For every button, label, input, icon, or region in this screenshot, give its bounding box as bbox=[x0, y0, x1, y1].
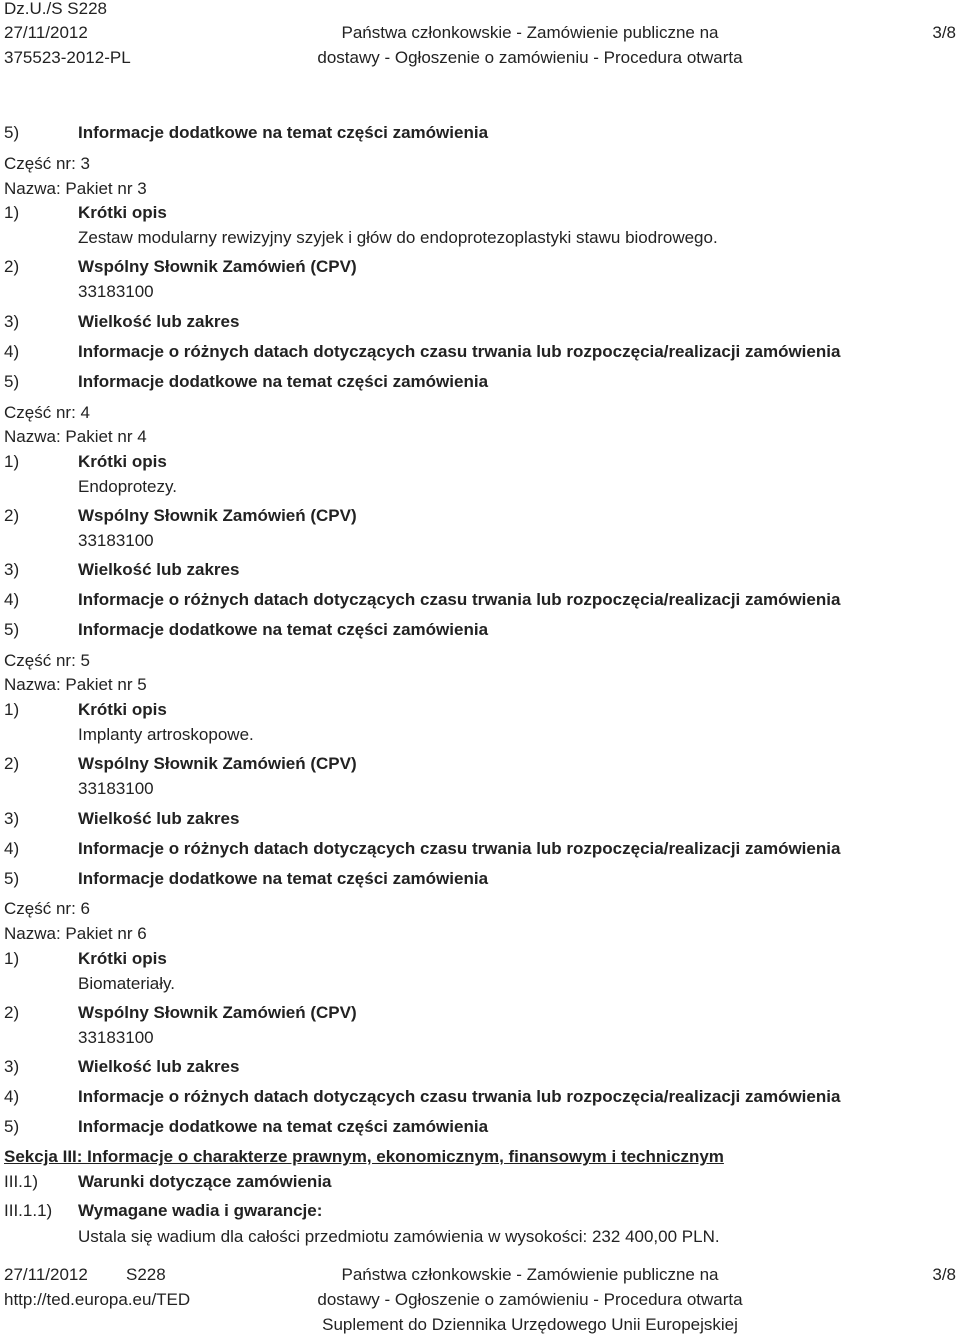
item-heading: Krótki opis bbox=[78, 452, 167, 471]
item-heading: Wspólny Słownik Zamówień (CPV) bbox=[78, 506, 357, 525]
part-name: Nazwa: Pakiet nr 4 bbox=[4, 427, 147, 446]
item-number: 4) bbox=[4, 839, 20, 858]
item-heading: Wspólny Słownik Zamówień (CPV) bbox=[78, 1003, 357, 1022]
footer-title-line1: Państwa członkowskie - Zamówienie publiczne na bbox=[341, 1265, 719, 1284]
header-title-line2: dostawy - Ogłoszenie o zamówieniu - Procedura otwarta bbox=[317, 48, 743, 67]
deposit-text: Ustala się wadium dla całości przedmiotu zamówienia w wysokości: 232 400,00 PLN. bbox=[78, 1227, 720, 1246]
subsection-number: III.1) bbox=[4, 1172, 39, 1191]
footer-title-line2: dostawy - Ogłoszenie o zamówieniu - Procedura otwarta bbox=[317, 1290, 743, 1309]
item-heading: Krótki opis bbox=[78, 949, 167, 968]
part-number: Część nr: 5 bbox=[4, 651, 90, 670]
cpv-code: 33183100 bbox=[78, 531, 154, 550]
part-name: Nazwa: Pakiet nr 6 bbox=[4, 924, 147, 943]
part-number: Część nr: 3 bbox=[4, 154, 90, 173]
item-heading: Informacje dodatkowe na temat części zamówienia bbox=[78, 123, 489, 142]
item-number: 2) bbox=[4, 1003, 20, 1022]
item-value: Implanty artroskopowe. bbox=[78, 725, 254, 744]
item-number: 3) bbox=[4, 1057, 20, 1076]
cpv-code: 33183100 bbox=[78, 1028, 154, 1047]
cpv-code: 33183100 bbox=[78, 779, 154, 798]
item-heading: Krótki opis bbox=[78, 700, 167, 719]
item-heading: Informacje o różnych datach dotyczących czasu trwania lub rozpoczęcia/realizacji zamówienia bbox=[78, 1087, 841, 1106]
header-page-number: 3/8 bbox=[932, 23, 956, 42]
item-number: 3) bbox=[4, 809, 20, 828]
item-heading: Informacje o różnych datach dotyczących czasu trwania lub rozpoczęcia/realizacji zamówienia bbox=[78, 342, 841, 361]
item-heading: Wspólny Słownik Zamówień (CPV) bbox=[78, 257, 357, 276]
footer-url[interactable]: http://ted.europa.eu/TED bbox=[4, 1290, 191, 1309]
item-number: 5) bbox=[4, 123, 20, 142]
journal-reference: Dz.U./S S228 bbox=[4, 0, 107, 18]
subsection-heading: Wymagane wadia i gwarancje: bbox=[78, 1201, 323, 1220]
part-name: Nazwa: Pakiet nr 3 bbox=[4, 179, 147, 198]
footer-page-number: 3/8 bbox=[932, 1265, 956, 1284]
item-number: 2) bbox=[4, 257, 20, 276]
item-heading: Informacje dodatkowe na temat części zamówienia bbox=[78, 1117, 489, 1136]
item-number: 2) bbox=[4, 506, 20, 525]
subsection-heading: Warunki dotyczące zamówienia bbox=[78, 1172, 332, 1191]
item-value: Biomateriały. bbox=[78, 974, 175, 993]
item-value: Zestaw modularny rewizyjny szyjek i głów do endoprotezoplastyki stawu biodrowego. bbox=[78, 228, 718, 247]
item-heading: Wielkość lub zakres bbox=[78, 312, 240, 331]
item-heading: Informacje dodatkowe na temat części zamówienia bbox=[78, 869, 489, 888]
item-number: 1) bbox=[4, 203, 20, 222]
item-heading: Informacje o różnych datach dotyczących czasu trwania lub rozpoczęcia/realizacji zamówienia bbox=[78, 839, 841, 858]
item-heading: Wielkość lub zakres bbox=[78, 1057, 240, 1076]
footer-series: S228 bbox=[126, 1265, 166, 1284]
item-heading: Informacje dodatkowe na temat części zamówienia bbox=[78, 620, 489, 639]
cpv-code: 33183100 bbox=[78, 282, 154, 301]
item-number: 3) bbox=[4, 560, 20, 579]
item-heading: Wspólny Słownik Zamówień (CPV) bbox=[78, 754, 357, 773]
section-heading: Sekcja III: Informacje o charakterze prawnym, ekonomicznym, finansowym i technicznym bbox=[4, 1147, 724, 1166]
footer-date: 27/11/2012 bbox=[4, 1265, 88, 1284]
item-heading: Wielkość lub zakres bbox=[78, 560, 240, 579]
item-number: 4) bbox=[4, 1087, 20, 1106]
header-date: 27/11/2012 bbox=[4, 23, 88, 42]
item-number: 1) bbox=[4, 700, 20, 719]
item-number: 5) bbox=[4, 869, 20, 888]
item-heading: Informacje dodatkowe na temat części zamówienia bbox=[78, 372, 489, 391]
item-number: 5) bbox=[4, 620, 20, 639]
subsection-number: III.1.1) bbox=[4, 1201, 53, 1220]
item-number: 4) bbox=[4, 342, 20, 361]
part-name: Nazwa: Pakiet nr 5 bbox=[4, 675, 147, 694]
item-number: 5) bbox=[4, 1117, 20, 1136]
item-number: 1) bbox=[4, 452, 20, 471]
item-number: 5) bbox=[4, 372, 20, 391]
item-heading: Wielkość lub zakres bbox=[78, 809, 240, 828]
footer-title-line3: Suplement do Dziennika Urzędowego Unii Europejskiej bbox=[322, 1315, 738, 1334]
item-number: 1) bbox=[4, 949, 20, 968]
item-number: 3) bbox=[4, 312, 20, 331]
header-title-line1: Państwa członkowskie - Zamówienie publiczne na bbox=[341, 23, 719, 42]
part-number: Część nr: 4 bbox=[4, 403, 90, 422]
item-value: Endoprotezy. bbox=[78, 477, 177, 496]
item-number: 4) bbox=[4, 590, 20, 609]
item-number: 2) bbox=[4, 754, 20, 773]
notice-number: 375523-2012-PL bbox=[4, 48, 131, 67]
item-heading: Informacje o różnych datach dotyczących czasu trwania lub rozpoczęcia/realizacji zamówienia bbox=[78, 590, 841, 609]
part-number: Część nr: 6 bbox=[4, 899, 90, 918]
item-heading: Krótki opis bbox=[78, 203, 167, 222]
